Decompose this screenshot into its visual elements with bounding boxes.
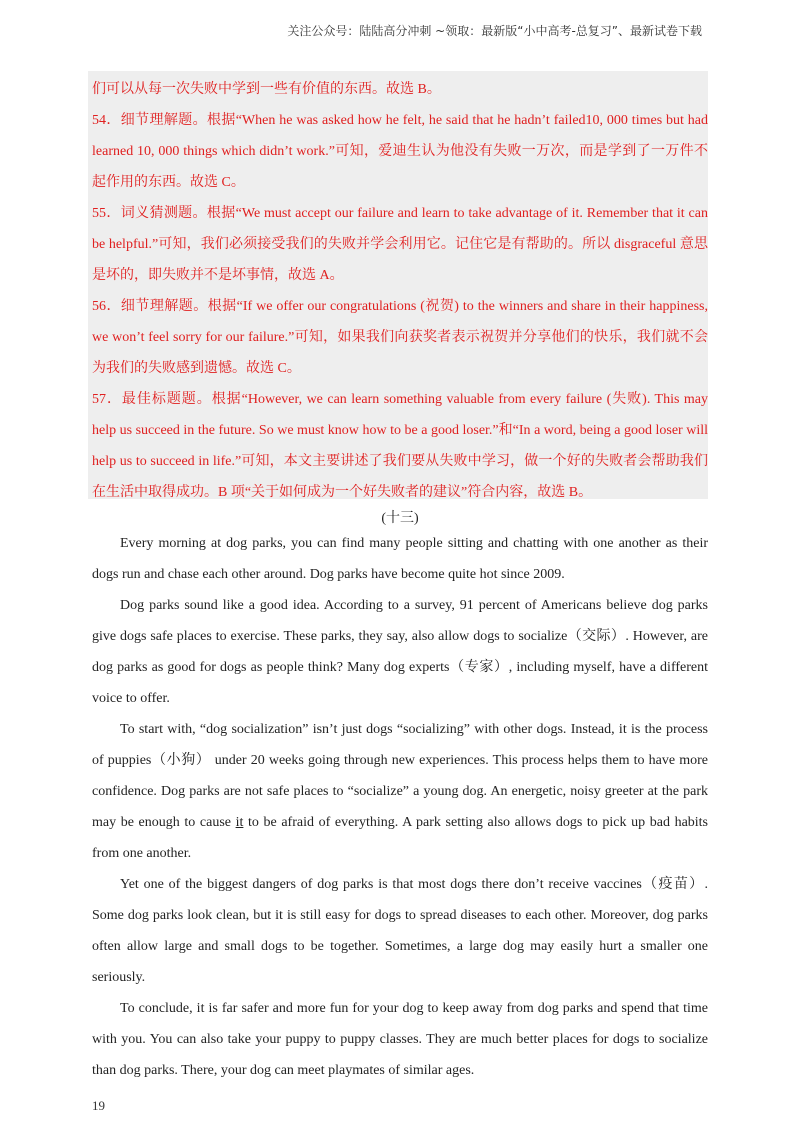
answer-57: 57．最佳标题题。根据“However, we can learn something valuable from every failure (失败). This may help us succeed in the future. So we must know how to be a good loser.”和“In a word, being a good loser will help us to succeed in life.”可知，本文主要讲述了我们要从失败中学习，做一个好的失败者会帮助我们在生活中取得成功。B 项“关于如何成为一个好失败者的建议”符合内容，故选 B。 — [92, 392, 708, 500]
paragraph-3-after: to be afraid of everything. A park setting also allows dogs to pick up bad habits from one another. — [92, 815, 709, 861]
passage-paragraph-2: Dog parks sound like a good idea. According to a survey, 91 percent of Americans believe dog parks give dogs safe places to exercise. These parks, they say, also allow dogs to socialize（交际）. However, are dog parks as good for dogs as people think? Many dog experts（专家）, including myself, have a different voice to offer. — [92, 598, 708, 706]
page-number: 19 — [92, 1098, 105, 1113]
section-title: (十三) — [381, 511, 419, 526]
answer-explanations — [92, 74, 708, 508]
paragraph-3-before: To start with, “dog socialization” isn’t just dogs “socializing” with other dogs. Instead, it is the process of puppies（小狗） under 20 weeks going through new experiences. This process helps them to have more confidence. Dog parks are not safe places to “socialize” a young dog. An energetic, noisy greeter at the park may be enough to cause — [92, 722, 708, 830]
reading-passage — [92, 528, 708, 1086]
underlined-word-it: it — [235, 815, 244, 830]
answer-56: 56．细节理解题。根据“If we offer our congratulations (祝贺) to the winners and share in their happiness, we won’t feel sorry for our failure.”可知，如果我们向获奖者表示祝贺并分享他们的快乐，我们就不会为我们的失败感到遗憾。故选 C。 — [92, 299, 708, 376]
passage-paragraph-4: Yet one of the biggest dangers of dog parks is that most dogs there don’t receive vaccines（疫苗）. Some dog parks look clean, but it is still easy for dogs to spread diseases to each other. Moreover, dog parks often allow large and small dogs to be together. Sometimes, a large dog may easily hurt a smaller one seriously. — [92, 877, 708, 985]
passage-paragraph-5: To conclude, it is far safer and more fun for your dog to keep away from dog parks and spend that time with you. You can also take your puppy to puppy classes. They are much better places for dogs to socialize than dog parks. There, your dog can meet playmates of similar ages. — [92, 1001, 708, 1078]
passage-paragraph-3 — [92, 714, 708, 869]
answer-55: 55．词义猜测题。根据“We must accept our failure and learn to take advantage of it. Remember that it can be helpful.”可知，我们必须接受我们的失败并学会利用它。记住它是有帮助的。所以 disgraceful 意思是坏的，即失败并不是坏事情，故选 A。 — [92, 206, 708, 283]
answer-54: 54．细节理解题。根据“When he was asked how he felt, he said that he hadn’t failed10, 000 times but had learned 10, 000 things which didn’t work.”可知，爱迪生认为他没有失败一万次，而是学到了一万件不起作用的东西。故选 C。 — [92, 113, 708, 190]
header-note: 关注公众号：陆陆高分冲刺 ~领取：最新版“小中高考-总复习”、最新试卷下载 — [287, 24, 702, 38]
answer-53-tail: 们可以从每一次失败中学到一些有价值的东西。故选 B。 — [92, 82, 441, 97]
passage-paragraph-1: Every morning at dog parks, you can find many people sitting and chatting with one another as their dogs run and chase each other around. Dog parks have become quite hot since 2009. — [92, 536, 708, 582]
